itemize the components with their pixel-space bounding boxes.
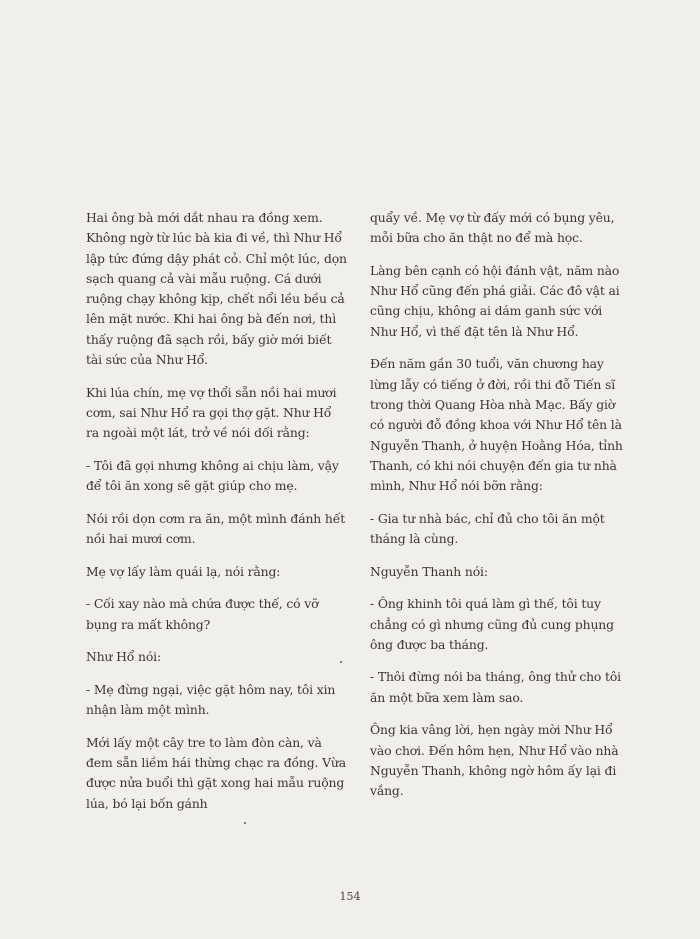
right-text-column [370, 208, 632, 814]
dialogue-line: - Ông khinh tôi quá làm gì thế, tôi tuy chẳng có gì nhưng cũng đủ cung phụng ông được ba tháng. [370, 596, 614, 652]
dialogue-line: - Thôi đừng nói ba tháng, ông thử cho tôi ăn một bữa xem làm sao. [370, 669, 621, 705]
paragraph: Nguyễn Thanh nói: [370, 563, 488, 579]
paragraph: Đến năm gần 30 tuổi, văn chương hay lừng lẫy có tiếng ở đời, rồi thi đỗ Tiến sĩ trong thời Quang Hòa nhà Mạc. Bấy giờ có người đỗ đồng khoa với Như Hổ tên là Nguyễn Thanh, ở huyện Hoằng Hóa, tỉnh Thanh, có khi nói chuyện đến gia tư nhà mình, Như Hổ nói bỡn rằng: [370, 356, 623, 494]
paragraph: Hai ông bà mới dắt nhau ra đồng xem. Không ngờ từ lúc bà kia đi về, thì Như Hổ lập tức đứng dậy phát cỏ. Chỉ một lúc, dọn sạch quang cả vài mẫu ruộng. Cá dưới ruộng chạy không kịp, chết nổi lều bều cả lên mặt nước. Khi hai ông bà đến nơi, thì thấy ruộng đã sạch rồi, bấy giờ mới biết tài sức của Như Hổ. [86, 210, 347, 368]
paragraph: Ông kia vâng lời, hẹn ngày mời Như Hổ vào chơi. Đến hôm hẹn, Như Hổ vào nhà Nguyễn Thanh, không ngờ hôm ấy lại đi vắng. [370, 722, 619, 799]
paragraph: Làng bên cạnh có hội đánh vật, năm nào Như Hổ cũng đến phá giải. Các đô vật ai cũng chịu, không ai dám ganh sức với Như Hổ, vì thế đặt tên là Như Hổ. [370, 262, 620, 339]
dialogue-line: - Mẹ đừng ngại, việc gặt hôm nay, tôi xin nhận làm một mình. [86, 681, 336, 718]
paper-speck [340, 661, 342, 663]
paragraph: Mẹ vợ lấy làm quái lạ, nói rằng: [86, 563, 281, 579]
dialogue-line: - Cối xay nào mà chứa được thế, có vỡ bụng ra mất không? [86, 596, 319, 632]
paragraph: Nói rồi dọn cơm ra ăn, một mình đánh hết nồi hai mươi cơm. [86, 510, 346, 547]
dialogue-line: - Tôi đã gọi nhưng không ai chịu làm, vậy để tôi ăn xong sẽ gặt giúp cho mẹ. [86, 457, 339, 494]
page-number: 154 [339, 890, 361, 903]
paragraph: Khi lúa chín, mẹ vợ thổi sẵn nồi hai mươi cơm, sai Như Hổ ra gọi thợ gặt. Như Hổ ra ngoài một lát, trở về nói dối rằng: [86, 384, 337, 441]
paper-speck [244, 822, 246, 824]
left-text-column [86, 208, 348, 826]
paragraph: Mới lấy một cây tre to làm đòn càn, và đem sẵn liềm hái thừng chạc ra đồng. Vừa được nửa buổi thì gặt xong hai mẫu ruộng lúa, bó lại bốn gánh [86, 734, 346, 811]
paragraph: quẩy về. Mẹ vợ từ đấy mới có bụng yêu, mỗi bữa cho ăn thật no để mà học. [370, 210, 615, 246]
dialogue-line: - Gia tư nhà bác, chỉ đủ cho tôi ăn một tháng là cùng. [370, 510, 605, 547]
paragraph: Như Hổ nói: [86, 649, 161, 665]
